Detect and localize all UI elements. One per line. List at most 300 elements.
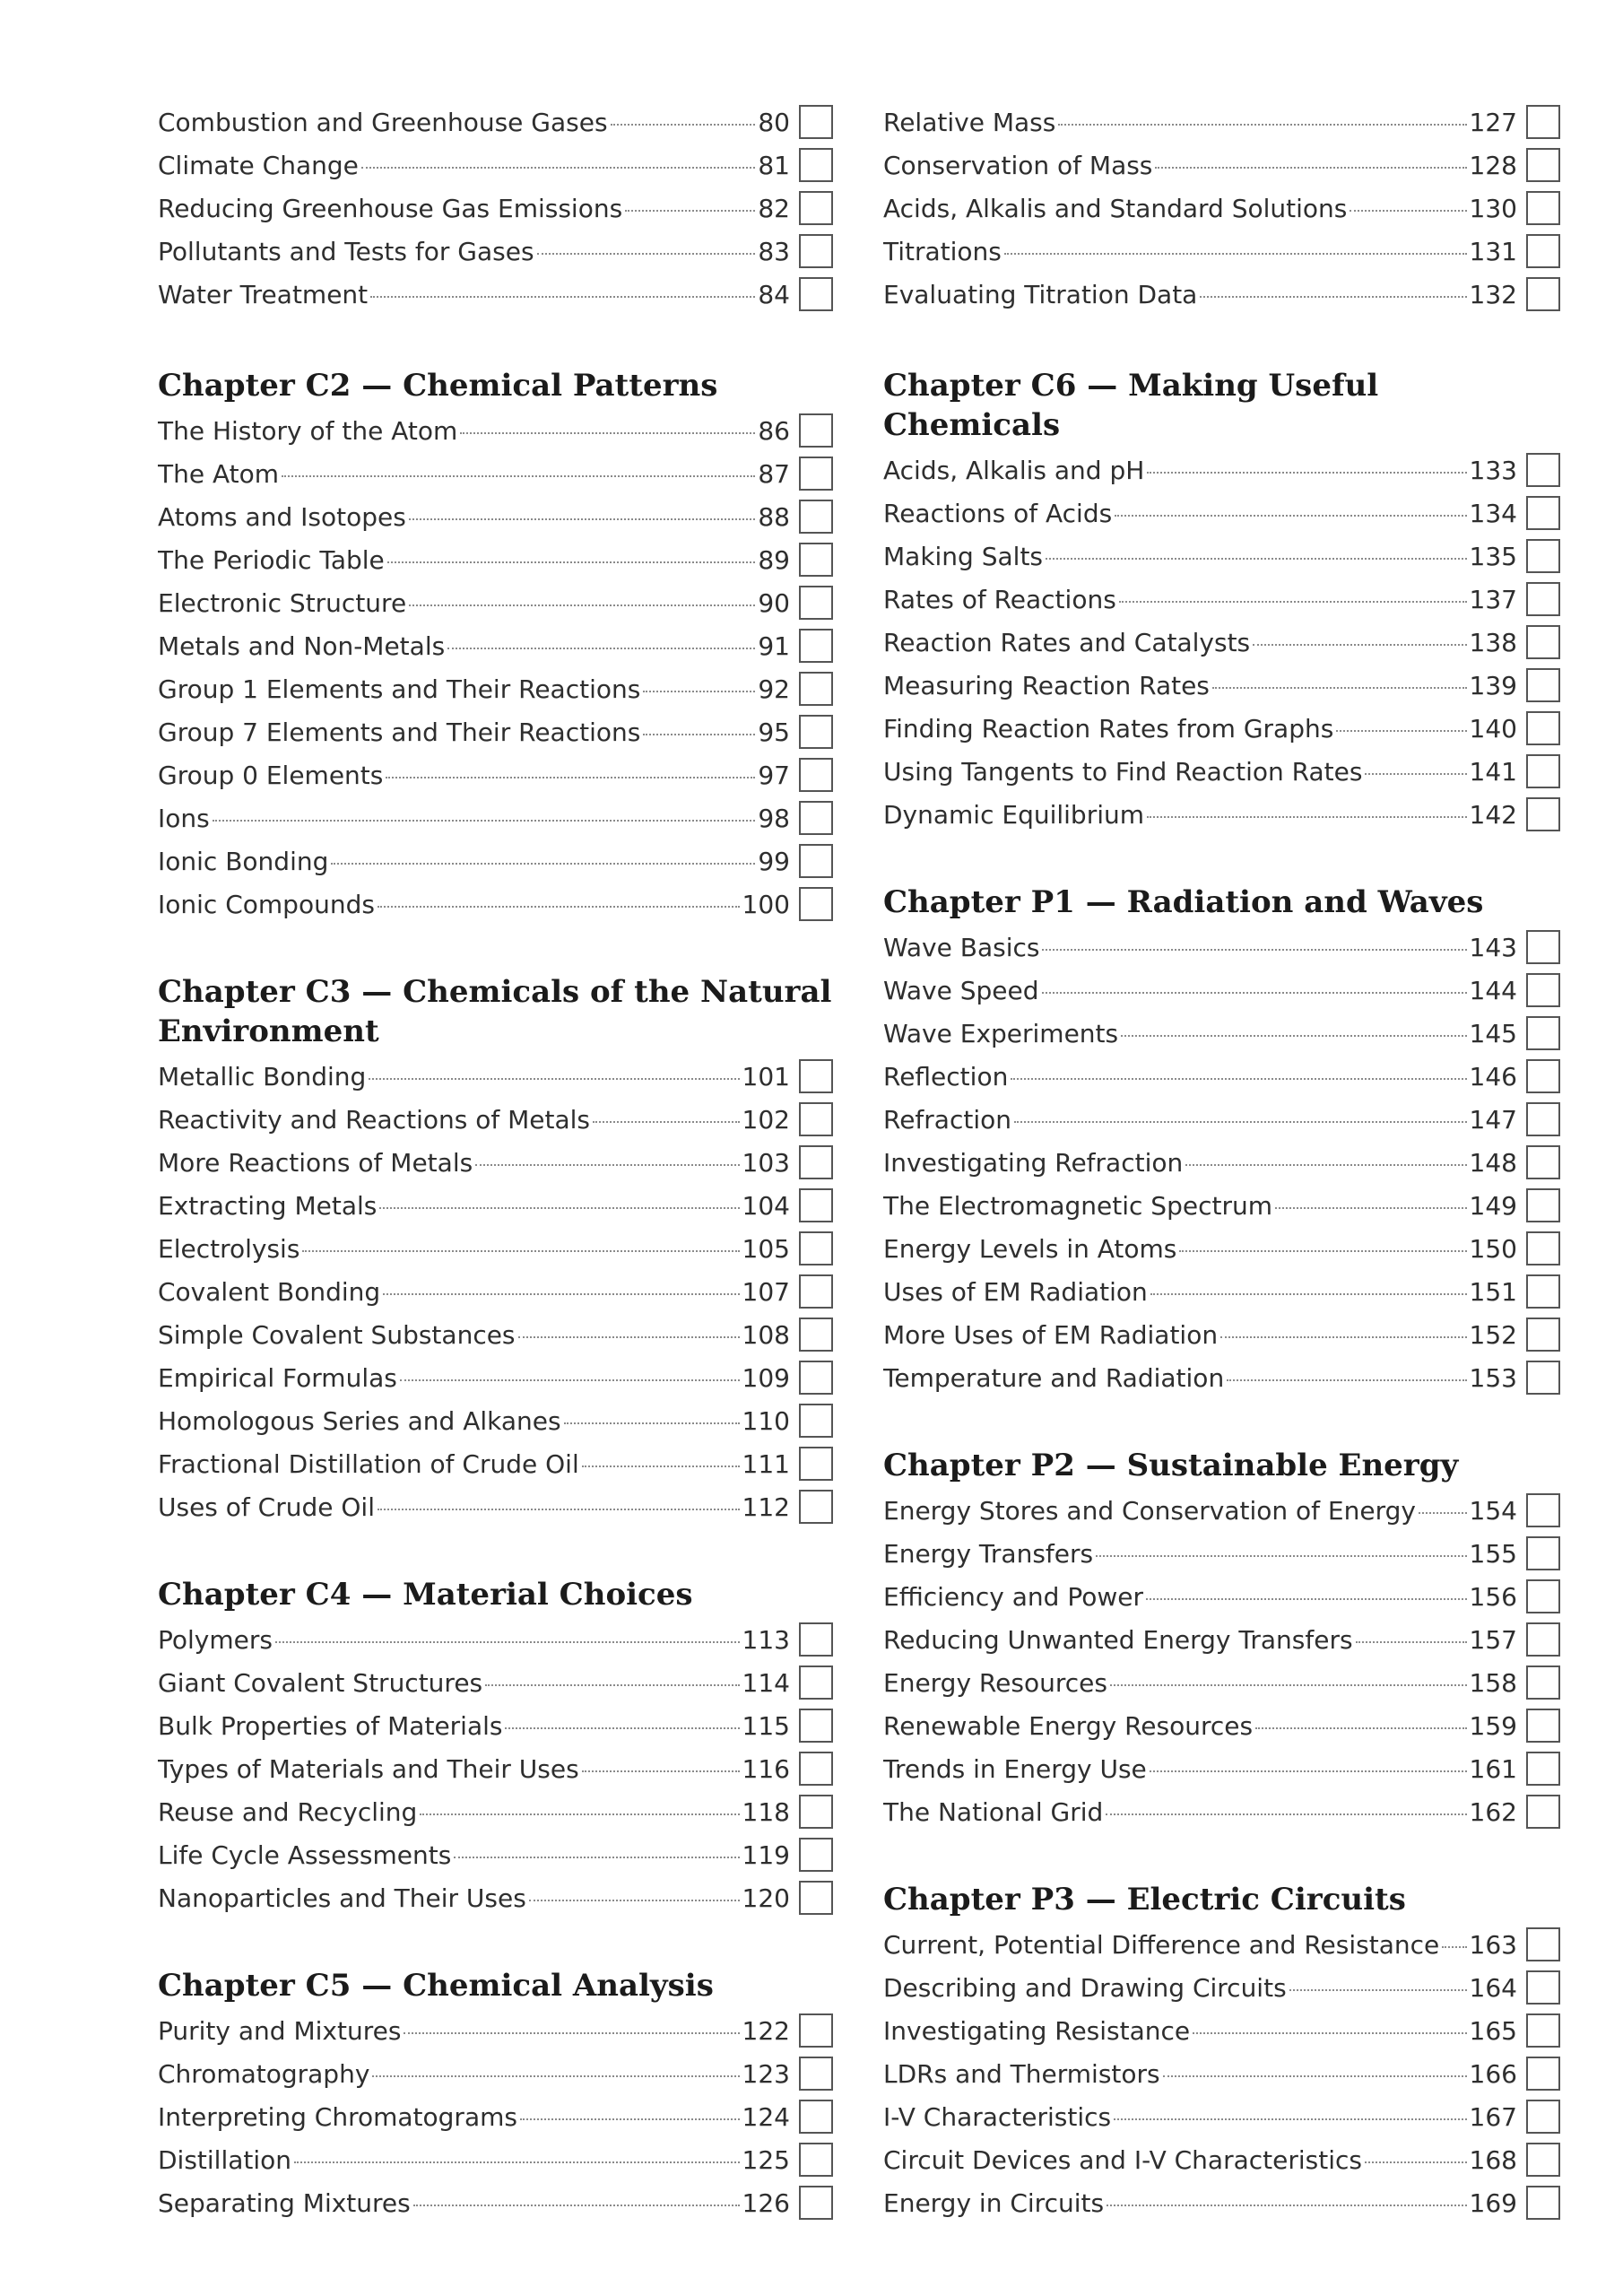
topic-title: Ionic Compounds xyxy=(158,889,375,919)
dot-leader xyxy=(1200,296,1466,298)
dot-leader xyxy=(643,691,755,692)
toc-entry-the-atom xyxy=(158,452,833,495)
toc-entry-label xyxy=(883,1496,1470,1526)
page-number: 166 xyxy=(1469,2058,1517,2089)
topic-title: Evaluating Titration Data xyxy=(883,279,1198,309)
page-number: 90 xyxy=(758,587,790,618)
topic-title: LDRs and Thermistors xyxy=(883,2058,1160,2089)
progress-checkbox[interactable] xyxy=(1526,1579,1560,1613)
toc-entry-label xyxy=(883,1797,1470,1827)
topic-title: Group 0 Elements xyxy=(158,760,384,790)
progress-checkbox[interactable] xyxy=(1526,1752,1560,1786)
progress-checkbox[interactable] xyxy=(1526,1274,1560,1309)
dot-leader xyxy=(582,1465,740,1467)
dot-leader xyxy=(1014,1121,1467,1123)
toc-entry-the-periodic-table xyxy=(158,538,833,581)
progress-checkbox[interactable] xyxy=(1526,1665,1560,1700)
page-number: 97 xyxy=(758,760,790,790)
page-number: 113 xyxy=(742,1624,790,1655)
page-number: 80 xyxy=(758,107,790,137)
toc-entry-energy-levels-in-atoms xyxy=(883,1227,1560,1270)
progress-checkbox[interactable] xyxy=(799,1404,833,1438)
progress-checkbox[interactable] xyxy=(799,148,833,182)
toc-entry-label xyxy=(158,151,758,180)
toc-entry-label xyxy=(158,502,758,532)
dot-leader xyxy=(378,906,740,908)
toc-entry-i-v-characteristics xyxy=(883,2095,1560,2138)
topic-title: More Reactions of Metals xyxy=(158,1147,473,1178)
progress-checkbox[interactable] xyxy=(1526,148,1560,182)
page-number: 127 xyxy=(1469,107,1517,137)
progress-checkbox[interactable] xyxy=(799,2013,833,2048)
page-number: 109 xyxy=(742,1362,790,1393)
progress-checkbox[interactable] xyxy=(799,1059,833,1093)
topic-title: Nanoparticles and Their Uses xyxy=(158,1883,526,1913)
progress-checkbox[interactable] xyxy=(799,1838,833,1872)
toc-entry-label xyxy=(158,1062,742,1091)
progress-checkbox[interactable] xyxy=(1526,582,1560,616)
toc-entry-polymers xyxy=(158,1618,833,1661)
progress-checkbox[interactable] xyxy=(1526,973,1560,1007)
progress-checkbox[interactable] xyxy=(1526,2143,1560,2177)
progress-checkbox[interactable] xyxy=(1526,1622,1560,1657)
topic-title: Ionic Bonding xyxy=(158,846,329,876)
progress-checkbox[interactable] xyxy=(799,801,833,835)
dot-leader xyxy=(1419,1512,1467,1514)
toc-entry-label xyxy=(883,237,1470,266)
dot-leader xyxy=(1442,1946,1466,1948)
toc-entry-label xyxy=(883,585,1470,614)
progress-checkbox[interactable] xyxy=(1526,453,1560,487)
toc-entry-label xyxy=(883,1668,1470,1698)
toc-entry-label xyxy=(158,890,742,919)
toc-entry-wave-basics xyxy=(883,926,1560,969)
toc-entry-reactions-of-acids xyxy=(883,491,1560,535)
page-number: 135 xyxy=(1469,541,1517,571)
progress-checkbox[interactable] xyxy=(799,1188,833,1222)
page-number: 89 xyxy=(758,544,790,575)
page-number: 146 xyxy=(1469,1061,1517,1091)
dot-leader xyxy=(379,1207,739,1209)
progress-checkbox[interactable] xyxy=(1526,1059,1560,1093)
progress-checkbox[interactable] xyxy=(1526,539,1560,573)
topic-title: Ions xyxy=(158,803,210,833)
toc-entry-label xyxy=(158,1320,742,1350)
progress-checkbox[interactable] xyxy=(799,105,833,139)
progress-checkbox[interactable] xyxy=(799,1145,833,1179)
topic-title: Group 1 Elements and Their Reactions xyxy=(158,674,641,704)
dot-leader xyxy=(1147,816,1467,818)
toc-entry-label xyxy=(158,108,758,137)
toc-entry-bulk-properties-of-materials xyxy=(158,1704,833,1747)
topic-title: Distillation xyxy=(158,2144,292,2175)
toc-entry-conservation-of-mass xyxy=(883,144,1560,187)
toc-entry-label xyxy=(883,108,1470,137)
toc-entry-label xyxy=(158,804,758,833)
progress-checkbox[interactable] xyxy=(1526,668,1560,702)
progress-checkbox[interactable] xyxy=(799,672,833,706)
toc-entry-atoms-and-isotopes xyxy=(158,495,833,538)
progress-checkbox[interactable] xyxy=(1526,1493,1560,1527)
chapter-title: Chapter C6 — Making Useful Chemicals xyxy=(883,368,1379,443)
topic-title: Reflection xyxy=(883,1061,1009,1091)
right-column xyxy=(883,100,1560,2271)
page-number: 107 xyxy=(742,1276,790,1307)
toc-entry-label xyxy=(158,280,758,309)
toc-entry-acids-alkalis-and-standard-solutions xyxy=(883,187,1560,230)
dot-leader xyxy=(1365,773,1466,775)
progress-checkbox[interactable] xyxy=(799,1274,833,1309)
page-number: 142 xyxy=(1469,799,1517,830)
toc-entry-label xyxy=(158,2188,742,2218)
page-number: 130 xyxy=(1469,193,1517,223)
dot-leader xyxy=(1255,1727,1466,1729)
progress-checkbox[interactable] xyxy=(1526,105,1560,139)
page-number: 154 xyxy=(1469,1495,1517,1526)
topic-title: Group 7 Elements and Their Reactions xyxy=(158,717,641,747)
progress-checkbox[interactable] xyxy=(799,1231,833,1265)
progress-checkbox[interactable] xyxy=(1526,1927,1560,1961)
dot-leader xyxy=(564,1422,740,1424)
toc-entry-label xyxy=(883,499,1470,528)
toc-entry-ldrs-and-thermistors xyxy=(883,2052,1560,2095)
dot-leader xyxy=(1096,1555,1466,1557)
progress-checkbox[interactable] xyxy=(1526,1361,1560,1395)
page-number: 128 xyxy=(1469,150,1517,180)
progress-checkbox[interactable] xyxy=(799,887,833,921)
toc-entry-measuring-reaction-rates xyxy=(883,664,1560,707)
topic-title: Wave Experiments xyxy=(883,1018,1119,1048)
toc-entry-label xyxy=(158,2145,742,2175)
chapter-section xyxy=(158,366,833,926)
topic-title: The Atom xyxy=(158,458,280,489)
toc-entry-energy-transfers xyxy=(883,1532,1560,1575)
page-number: 158 xyxy=(1469,1667,1517,1698)
toc-entry-ionic-bonding xyxy=(158,839,833,883)
topic-title: Acids, Alkalis and Standard Solutions xyxy=(883,193,1348,223)
progress-checkbox[interactable] xyxy=(799,277,833,311)
page-number: 125 xyxy=(742,2144,790,2175)
progress-checkbox[interactable] xyxy=(799,629,833,663)
toc-entry-label xyxy=(158,1625,742,1655)
dot-leader xyxy=(1115,515,1466,517)
progress-checkbox[interactable] xyxy=(799,457,833,491)
dot-leader xyxy=(593,1121,740,1123)
dot-leader xyxy=(369,1078,739,1080)
dot-leader xyxy=(1042,949,1466,951)
toc-entry-fractional-distillation-of-crude-oil xyxy=(158,1442,833,1485)
progress-checkbox[interactable] xyxy=(799,1665,833,1700)
toc-entry-label xyxy=(158,1840,742,1870)
progress-checkbox[interactable] xyxy=(1526,1318,1560,1352)
topic-title: Conservation of Mass xyxy=(883,150,1153,180)
topic-title: Reactions of Acids xyxy=(883,498,1113,528)
toc-entry-label xyxy=(158,588,758,618)
progress-checkbox[interactable] xyxy=(799,1795,833,1829)
toc-entry-electrolysis xyxy=(158,1227,833,1270)
dot-leader xyxy=(447,648,755,649)
progress-checkbox[interactable] xyxy=(1526,1709,1560,1743)
toc-entry-label xyxy=(158,1711,742,1741)
toc-entry-refraction xyxy=(883,1098,1560,1141)
toc-entry-reactivity-and-reactions-of-metals xyxy=(158,1098,833,1141)
progress-checkbox[interactable] xyxy=(799,586,833,620)
topic-title: Energy Stores and Conservation of Energy xyxy=(883,1495,1416,1526)
dot-leader xyxy=(1119,601,1467,603)
chapter-section xyxy=(158,1575,833,1919)
progress-checkbox[interactable] xyxy=(799,543,833,577)
topic-title: Covalent Bonding xyxy=(158,1276,381,1307)
progress-checkbox[interactable] xyxy=(799,1102,833,1136)
toc-entry-label xyxy=(158,1492,742,1522)
toc-entry-label xyxy=(883,1582,1470,1612)
progress-checkbox[interactable] xyxy=(1526,234,1560,268)
progress-checkbox[interactable] xyxy=(799,758,833,792)
progress-checkbox[interactable] xyxy=(1526,2100,1560,2134)
page-number: 87 xyxy=(758,458,790,489)
dot-leader xyxy=(386,777,755,778)
progress-checkbox[interactable] xyxy=(799,2057,833,2091)
page-number: 81 xyxy=(758,150,790,180)
toc-entry-label xyxy=(883,757,1470,787)
chapter-title: Chapter P3 — Electric Circuits xyxy=(883,1882,1406,1918)
toc-entry-label xyxy=(158,1105,742,1135)
topic-title: Uses of EM Radiation xyxy=(883,1276,1148,1307)
progress-checkbox[interactable] xyxy=(1526,711,1560,745)
toc-entry-purity-and-mixtures xyxy=(158,2009,833,2052)
progress-checkbox[interactable] xyxy=(799,1752,833,1786)
progress-checkbox[interactable] xyxy=(799,844,833,878)
progress-checkbox[interactable] xyxy=(1526,496,1560,530)
toc-entry-pollutants-and-tests-for-gases xyxy=(158,230,833,273)
toc-entry-simple-covalent-substances xyxy=(158,1313,833,1356)
toc-entry-trends-in-energy-use xyxy=(883,1747,1560,1790)
progress-checkbox[interactable] xyxy=(799,715,833,749)
dot-leader xyxy=(1046,558,1467,560)
dot-leader xyxy=(387,561,756,563)
dot-leader xyxy=(1336,730,1466,732)
progress-checkbox[interactable] xyxy=(799,2186,833,2220)
topic-title: Uses of Crude Oil xyxy=(158,1492,375,1522)
progress-checkbox[interactable] xyxy=(799,1318,833,1352)
chapter-section xyxy=(883,100,1560,316)
progress-checkbox[interactable] xyxy=(1526,2057,1560,2091)
topic-title: More Uses of EM Radiation xyxy=(883,1319,1219,1350)
page-number: 105 xyxy=(742,1233,790,1264)
toc-entry-interpreting-chromatograms xyxy=(158,2095,833,2138)
toc-entry-label xyxy=(883,1539,1470,1569)
toc-entry-acids-alkalis-and-ph xyxy=(883,448,1560,491)
page-number: 131 xyxy=(1469,236,1517,266)
toc-entry-label xyxy=(158,416,758,446)
progress-checkbox[interactable] xyxy=(799,234,833,268)
toc-entry-label xyxy=(883,1930,1470,1960)
toc-entry-ionic-compounds xyxy=(158,883,833,926)
toc-entry-wave-speed xyxy=(883,969,1560,1012)
progress-checkbox[interactable] xyxy=(799,2100,833,2134)
progress-checkbox[interactable] xyxy=(1526,930,1560,964)
chapter-title: Chapter C2 — Chemical Patterns xyxy=(158,368,718,404)
progress-checkbox[interactable] xyxy=(1526,797,1560,831)
topic-title: Circuit Devices and I-V Characteristics xyxy=(883,2144,1362,2175)
page-number: 156 xyxy=(1469,1581,1517,1612)
dot-leader xyxy=(331,863,755,865)
page-number: 137 xyxy=(1469,584,1517,614)
progress-checkbox[interactable] xyxy=(799,1709,833,1743)
toc-entry-energy-resources xyxy=(883,1661,1560,1704)
progress-checkbox[interactable] xyxy=(799,500,833,534)
progress-checkbox[interactable] xyxy=(1526,1102,1560,1136)
toc-entry-rates-of-reactions xyxy=(883,578,1560,621)
toc-entry-dynamic-equilibrium xyxy=(883,793,1560,836)
dot-leader xyxy=(383,1293,739,1295)
topic-title: Climate Change xyxy=(158,150,359,180)
progress-checkbox[interactable] xyxy=(799,1490,833,1524)
progress-checkbox[interactable] xyxy=(1526,754,1560,788)
toc-entry-more-uses-of-em-radiation xyxy=(883,1313,1560,1356)
progress-checkbox[interactable] xyxy=(799,413,833,448)
toc-entry-the-national-grid xyxy=(883,1790,1560,1833)
dot-leader xyxy=(625,210,755,212)
toc-entry-reflection xyxy=(883,1055,1560,1098)
progress-checkbox[interactable] xyxy=(1526,1231,1560,1265)
progress-checkbox[interactable] xyxy=(1526,191,1560,225)
page-number: 151 xyxy=(1469,1276,1517,1307)
toc-entry-label xyxy=(158,1883,742,1913)
toc-entry-label xyxy=(158,718,758,747)
toc-entry-label xyxy=(883,2188,1470,2218)
dot-leader xyxy=(1289,1989,1467,1991)
toc-entry-label xyxy=(158,2102,742,2132)
dot-leader xyxy=(370,296,755,298)
chapter-section xyxy=(883,1446,1560,1833)
dot-leader xyxy=(282,475,755,477)
toc-entry-uses-of-em-radiation xyxy=(883,1270,1560,1313)
toc-entry-label xyxy=(883,714,1470,744)
toc-entry-life-cycle-assessments xyxy=(158,1833,833,1876)
toc-entry-label xyxy=(883,280,1470,309)
topic-title: Rates of Reactions xyxy=(883,584,1116,614)
page-number: 122 xyxy=(742,2015,790,2046)
dot-leader xyxy=(1365,2161,1467,2163)
progress-checkbox[interactable] xyxy=(1526,1795,1560,1829)
page-number: 86 xyxy=(758,415,790,446)
page-number: 103 xyxy=(742,1147,790,1178)
toc-entry-more-reactions-of-metals xyxy=(158,1141,833,1184)
toc-entry-label xyxy=(883,2016,1470,2046)
dot-leader xyxy=(372,2075,739,2077)
page-number: 163 xyxy=(1469,1929,1517,1960)
toc-entry-label xyxy=(158,1277,742,1307)
topic-title: Empirical Formulas xyxy=(158,1362,397,1393)
toc-entry-label xyxy=(883,1105,1470,1135)
toc-entry-temperature-and-radiation xyxy=(883,1356,1560,1399)
dot-leader xyxy=(529,1900,740,1901)
dot-leader xyxy=(1146,1598,1467,1600)
progress-checkbox[interactable] xyxy=(1526,277,1560,311)
topic-title: Fractional Distillation of Crude Oil xyxy=(158,1448,579,1479)
topic-title: Extracting Metals xyxy=(158,1190,378,1221)
topic-title: Interpreting Chromatograms xyxy=(158,2101,517,2132)
progress-checkbox[interactable] xyxy=(1526,2186,1560,2220)
toc-entry-label xyxy=(883,2145,1470,2175)
chapter-title: Chapter C4 — Material Choices xyxy=(158,1577,693,1613)
page-number: 164 xyxy=(1469,1972,1517,2003)
page-number: 83 xyxy=(758,236,790,266)
toc-entry-label xyxy=(158,1754,742,1784)
progress-checkbox[interactable] xyxy=(799,191,833,225)
progress-checkbox[interactable] xyxy=(799,1361,833,1395)
toc-entry-group-7-elements-and-their-reactions xyxy=(158,710,833,753)
toc-entry-circuit-devices-and-i-v-characteristics xyxy=(883,2138,1560,2181)
page-number: 147 xyxy=(1469,1104,1517,1135)
dot-leader xyxy=(454,1857,739,1858)
progress-checkbox[interactable] xyxy=(799,1622,833,1657)
page-number: 118 xyxy=(742,1796,790,1827)
toc-entry-nanoparticles-and-their-uses xyxy=(158,1876,833,1919)
dot-leader xyxy=(460,432,755,434)
progress-checkbox[interactable] xyxy=(799,1447,833,1481)
dot-leader xyxy=(361,167,756,169)
progress-checkbox[interactable] xyxy=(1526,1188,1560,1222)
topic-title: I-V Characteristics xyxy=(883,2101,1112,2132)
topic-title: Investigating Resistance xyxy=(883,2015,1191,2046)
progress-checkbox[interactable] xyxy=(1526,2013,1560,2048)
dot-leader xyxy=(1155,167,1466,169)
page-number: 112 xyxy=(742,1492,790,1522)
topic-title: Trends in Energy Use xyxy=(883,1753,1147,1784)
page-number: 148 xyxy=(1469,1147,1517,1178)
topic-title: Temperature and Radiation xyxy=(883,1362,1225,1393)
progress-checkbox[interactable] xyxy=(1526,1145,1560,1179)
progress-checkbox[interactable] xyxy=(799,2143,833,2177)
topic-title: The Electromagnetic Spectrum xyxy=(883,1190,1272,1221)
toc-entry-energy-stores-and-conservation-of-energy xyxy=(883,1489,1560,1532)
topic-title: Current, Potential Difference and Resistance xyxy=(883,1929,1440,1960)
toc-entry-label xyxy=(158,1148,742,1178)
dot-leader xyxy=(518,1336,740,1338)
page-number: 143 xyxy=(1469,932,1517,962)
topic-title: Metallic Bonding xyxy=(158,1061,367,1091)
topic-title: Homologous Series and Alkanes xyxy=(158,1405,561,1436)
toc-entry-describing-and-drawing-circuits xyxy=(883,1966,1560,2009)
dot-leader xyxy=(1350,210,1466,212)
topic-title: Investigating Refraction xyxy=(883,1147,1184,1178)
progress-checkbox[interactable] xyxy=(799,1881,833,1915)
progress-checkbox[interactable] xyxy=(1526,1970,1560,2005)
page-number: 88 xyxy=(758,501,790,532)
dot-leader xyxy=(537,253,756,255)
progress-checkbox[interactable] xyxy=(1526,1536,1560,1570)
toc-entry-separating-mixtures xyxy=(158,2181,833,2224)
page-number: 133 xyxy=(1469,455,1517,485)
toc-entry-label xyxy=(883,456,1470,485)
toc-entry-investigating-refraction xyxy=(883,1141,1560,1184)
page-number: 150 xyxy=(1469,1233,1517,1264)
page-number: 108 xyxy=(742,1319,790,1350)
toc-entry-evaluating-titration-data xyxy=(883,273,1560,316)
toc-entry-types-of-materials-and-their-uses xyxy=(158,1747,833,1790)
page-number: 126 xyxy=(742,2187,790,2218)
progress-checkbox[interactable] xyxy=(1526,1016,1560,1050)
page-number: 102 xyxy=(742,1104,790,1135)
progress-checkbox[interactable] xyxy=(1526,625,1560,659)
page-number: 145 xyxy=(1469,1018,1517,1048)
page-number: 132 xyxy=(1469,279,1517,309)
page-number: 110 xyxy=(742,1405,790,1436)
page-number: 152 xyxy=(1469,1319,1517,1350)
topic-title: The History of the Atom xyxy=(158,415,458,446)
